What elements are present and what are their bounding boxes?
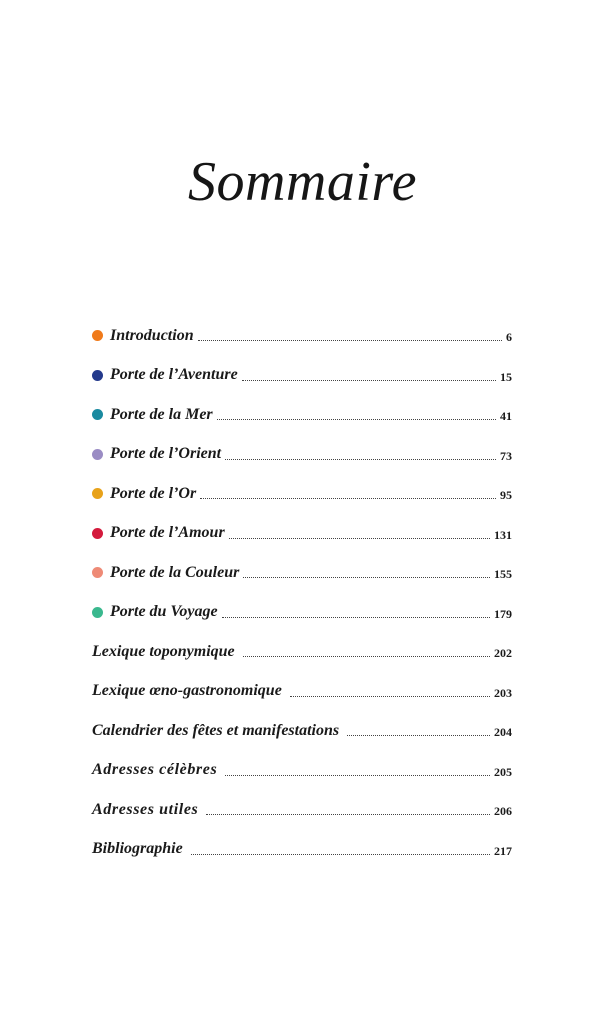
dot-leader (225, 775, 490, 776)
section-dot-icon (92, 449, 103, 460)
toc-entry-label: Porte de l’Or (110, 484, 197, 502)
dot-leader (217, 419, 496, 420)
dot-leader (200, 498, 496, 499)
toc-entry-label: Lexique toponymique (92, 642, 235, 660)
toc-entry-label: Introduction (110, 326, 194, 344)
table-of-contents (92, 316, 512, 869)
section-dot-icon (92, 607, 103, 618)
toc-entry-page: 204 (494, 725, 512, 740)
dot-leader (225, 459, 496, 460)
toc-entry-calendrier[interactable] (92, 711, 512, 751)
dot-leader (347, 735, 490, 736)
section-dot-icon (92, 330, 103, 341)
toc-entry-page: 6 (506, 330, 512, 345)
toc-entry-adresses-celebres[interactable] (92, 751, 512, 791)
toc-entry-page: 131 (494, 527, 512, 542)
toc-entry-bibliographie[interactable] (92, 830, 512, 870)
toc-entry-label: Bibliographie (92, 840, 183, 858)
toc-entry-label: Porte de l’Orient (110, 445, 222, 463)
dot-leader (242, 380, 496, 381)
toc-entry-porte-amour[interactable] (92, 514, 512, 554)
toc-entry-porte-orient[interactable] (92, 435, 512, 475)
toc-entry-page: 217 (494, 843, 512, 858)
page-title: Sommaire (187, 151, 417, 213)
toc-entry-lexique-toponymique[interactable] (92, 632, 512, 672)
toc-entry-label: Calendrier des fêtes et manifestations (92, 721, 340, 739)
toc-entry-adresses-utiles[interactable] (92, 790, 512, 830)
toc-entry-page: 179 (494, 606, 512, 621)
dot-leader (290, 696, 490, 697)
dot-leader (206, 814, 490, 815)
dot-leader (229, 538, 490, 539)
section-dot-icon (92, 488, 103, 499)
toc-entry-page: 95 (500, 488, 512, 503)
toc-entry-label: Porte de l’Amour (110, 524, 225, 542)
section-dot-icon (92, 409, 103, 420)
dot-leader (243, 656, 490, 657)
toc-entry-label: Adresses célèbres (92, 761, 218, 779)
toc-entry-lexique-oeno[interactable] (92, 672, 512, 712)
toc-entry-porte-mer[interactable] (92, 395, 512, 435)
toc-entry-page: 202 (494, 646, 512, 661)
toc-entry-label: Lexique œno-gastronomique (92, 682, 282, 700)
toc-entry-page: 41 (500, 409, 512, 424)
section-dot-icon (92, 567, 103, 578)
toc-entry-page: 15 (500, 369, 512, 384)
toc-entry-page: 155 (494, 567, 512, 582)
toc-entry-label: Porte du Voyage (110, 603, 218, 621)
toc-entry-label: Porte de la Couleur (110, 563, 240, 581)
toc-entry-label: Porte de la Mer (110, 405, 213, 423)
toc-entry-porte-aventure[interactable] (92, 356, 512, 396)
section-dot-icon (92, 528, 103, 539)
toc-entry-page: 73 (500, 448, 512, 463)
toc-entry-label: Porte de l’Aventure (110, 366, 238, 384)
toc-entry-porte-voyage[interactable] (92, 593, 512, 633)
toc-entry-label: Adresses utiles (92, 800, 199, 818)
toc-entry-porte-or[interactable] (92, 474, 512, 514)
toc-entry-introduction[interactable] (92, 316, 512, 356)
section-dot-icon (92, 370, 103, 381)
toc-entry-page: 205 (494, 764, 512, 779)
dot-leader (243, 577, 490, 578)
toc-entry-porte-couleur[interactable] (92, 553, 512, 593)
toc-entry-page: 203 (494, 685, 512, 700)
dot-leader (222, 617, 490, 618)
dot-leader (191, 854, 490, 855)
dot-leader (198, 340, 502, 341)
toc-entry-page: 206 (494, 804, 512, 819)
